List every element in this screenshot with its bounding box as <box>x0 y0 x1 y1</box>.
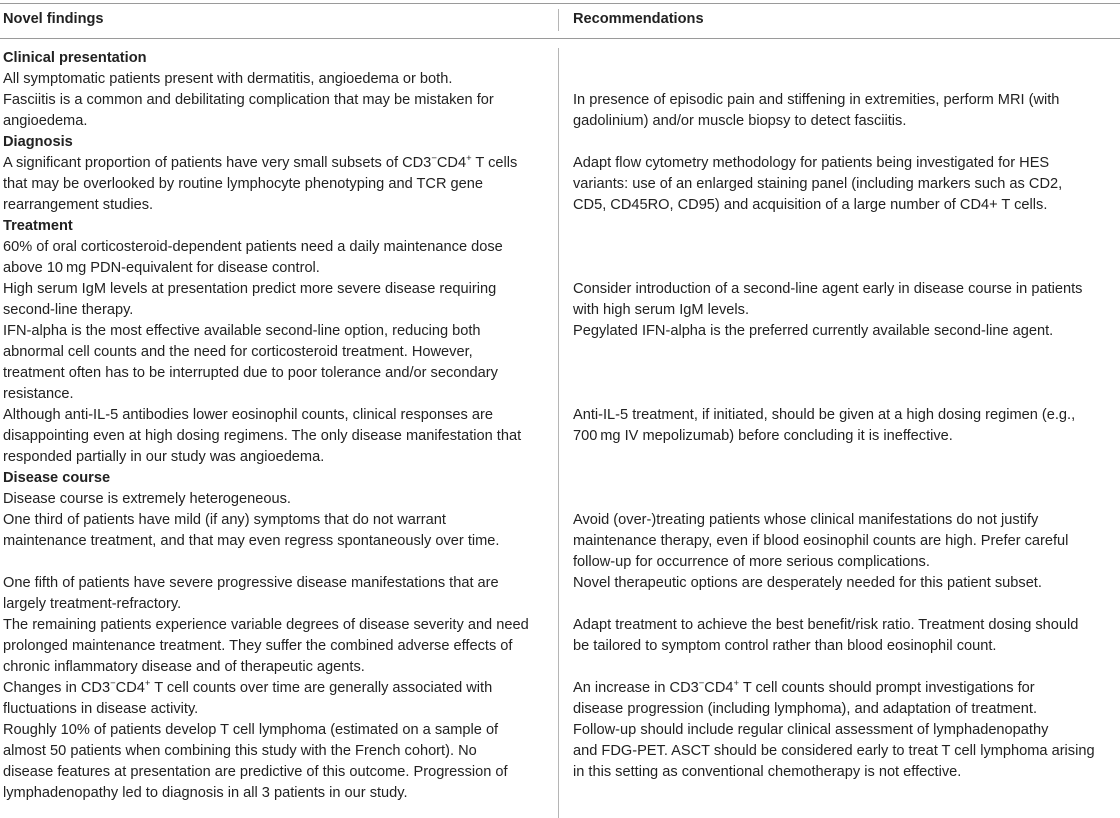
recommendation-line: Consider introduction of a second-line agent early in disease course in patients <box>573 281 1083 297</box>
recommendation-line: disease progression (including lymphoma), and adaptation of treatment. <box>573 701 1038 717</box>
finding-line: resistance. <box>3 386 74 402</box>
finding-line: above 10 mg PDN-equivalent for disease control. <box>3 260 320 276</box>
finding-line: All symptomatic patients present with dermatitis, angioedema or both. <box>3 71 453 87</box>
column-divider <box>558 48 559 818</box>
recommendation-line: 700 mg IV mepolizumab) before concluding it is ineffective. <box>573 428 953 444</box>
finding-line: second-line therapy. <box>3 302 134 318</box>
recommendation-line: Adapt flow cytometry methodology for patients being investigated for HES <box>573 155 1050 171</box>
finding-line: Roughly 10% of patients develop T cell lymphoma (estimated on a sample of <box>3 722 499 738</box>
section-disease-course: Disease course <box>3 470 111 486</box>
recommendation-line: Novel therapeutic options are desperately needed for this patient subset. <box>573 575 1042 591</box>
finding-line: responded partially in our study was angioedema. <box>3 449 325 465</box>
recommendation-line: In presence of episodic pain and stiffening in extremities, perform MRI (with <box>573 92 1060 108</box>
column-header-recommendations: Recommendations <box>573 11 704 27</box>
finding-line: A significant proportion of patients have very small subsets of CD3−CD4+ T cells <box>3 153 518 171</box>
finding-line: chronic inflammatory disease and of therapeutic agents. <box>3 659 365 675</box>
finding-line: largely treatment-refractory. <box>3 596 182 612</box>
finding-line: angioedema. <box>3 113 88 129</box>
finding-line: abnormal cell counts and the need for corticosteroid treatment. However, <box>3 344 473 360</box>
header-column-divider <box>558 9 559 31</box>
recommendation-line: variants: use of an enlarged staining panel (including markers such as CD2, <box>573 176 1063 192</box>
finding-line: Fasciitis is a common and debilitating complication that may be mistaken for <box>3 92 494 108</box>
finding-line: rearrangement studies. <box>3 197 154 213</box>
finding-line: almost 50 patients when combining this study with the French cohort). No <box>3 743 477 759</box>
finding-line: lymphadenopathy led to diagnosis in all 3 patients in our study. <box>3 785 408 801</box>
recommendation-line: Avoid (over-)treating patients whose clinical manifestations do not justify <box>573 512 1039 528</box>
finding-line: fluctuations in disease activity. <box>3 701 199 717</box>
finding-line: Disease course is extremely heterogeneous. <box>3 491 291 507</box>
recommendation-line: Follow-up should include regular clinical assessment of lymphadenopathy <box>573 722 1049 738</box>
finding-line: prolonged maintenance treatment. They suffer the combined adverse effects of <box>3 638 513 654</box>
table-top-rule <box>0 3 1120 4</box>
finding-line: IFN-alpha is the most effective available second-line option, reducing both <box>3 323 481 339</box>
finding-line: disease features at presentation are predictive of this outcome. Progression of <box>3 764 508 780</box>
recommendation-line: Adapt treatment to achieve the best benefit/risk ratio. Treatment dosing should <box>573 617 1079 633</box>
recommendation-line: gadolinium) and/or muscle biopsy to detect fasciitis. <box>573 113 907 129</box>
recommendation-line: maintenance therapy, even if blood eosinophil counts are high. Prefer careful <box>573 533 1069 549</box>
finding-line: treatment often has to be interrupted due to poor tolerance and/or secondary <box>3 365 498 381</box>
finding-line: The remaining patients experience variable degrees of disease severity and need <box>3 617 529 633</box>
finding-line: 60% of oral corticosteroid-dependent patients need a daily maintenance dose <box>3 239 503 255</box>
recommendation-line: Anti-IL-5 treatment, if initiated, should be given at a high dosing regimen (e.g., <box>573 407 1076 423</box>
section-diagnosis: Diagnosis <box>3 134 73 150</box>
recommendation-line: in this setting as conventional chemotherapy is not effective. <box>573 764 962 780</box>
section-treatment: Treatment <box>3 218 73 234</box>
finding-line: maintenance treatment, and that may even regress spontaneously over time. <box>3 533 500 549</box>
section-clinical-presentation: Clinical presentation <box>3 50 147 66</box>
finding-line: Although anti-IL-5 antibodies lower eosinophil counts, clinical responses are <box>3 407 493 423</box>
finding-line: One fifth of patients have severe progressive disease manifestations that are <box>3 575 499 591</box>
finding-line: disappointing even at high dosing regimens. The only disease manifestation that <box>3 428 522 444</box>
finding-line: High serum IgM levels at presentation predict more severe disease requiring <box>3 281 497 297</box>
column-header-findings: Novel findings <box>3 11 104 27</box>
recommendation-line: Pegylated IFN-alpha is the preferred currently available second-line agent. <box>573 323 1054 339</box>
finding-line: that may be overlooked by routine lymphocyte phenotyping and TCR gene <box>3 176 483 192</box>
recommendation-line: and FDG-PET. ASCT should be considered early to treat T cell lymphoma arising <box>573 743 1095 759</box>
recommendation-line: be tailored to symptom control rather than blood eosinophil count. <box>573 638 997 654</box>
recommendation-line: follow-up for occurrence of more serious complications. <box>573 554 930 570</box>
header-bottom-rule <box>0 38 1120 39</box>
recommendation-line: CD5, CD45RO, CD95) and acquisition of a large number of CD4+ T cells. <box>573 197 1048 213</box>
recommendation-line: with high serum IgM levels. <box>573 302 750 318</box>
recommendation-line: An increase in CD3−CD4+ T cell counts should prompt investigations for <box>573 678 1035 696</box>
finding-line: Changes in CD3−CD4+ T cell counts over time are generally associated with <box>3 678 493 696</box>
finding-line: One third of patients have mild (if any) symptoms that do not warrant <box>3 512 446 528</box>
